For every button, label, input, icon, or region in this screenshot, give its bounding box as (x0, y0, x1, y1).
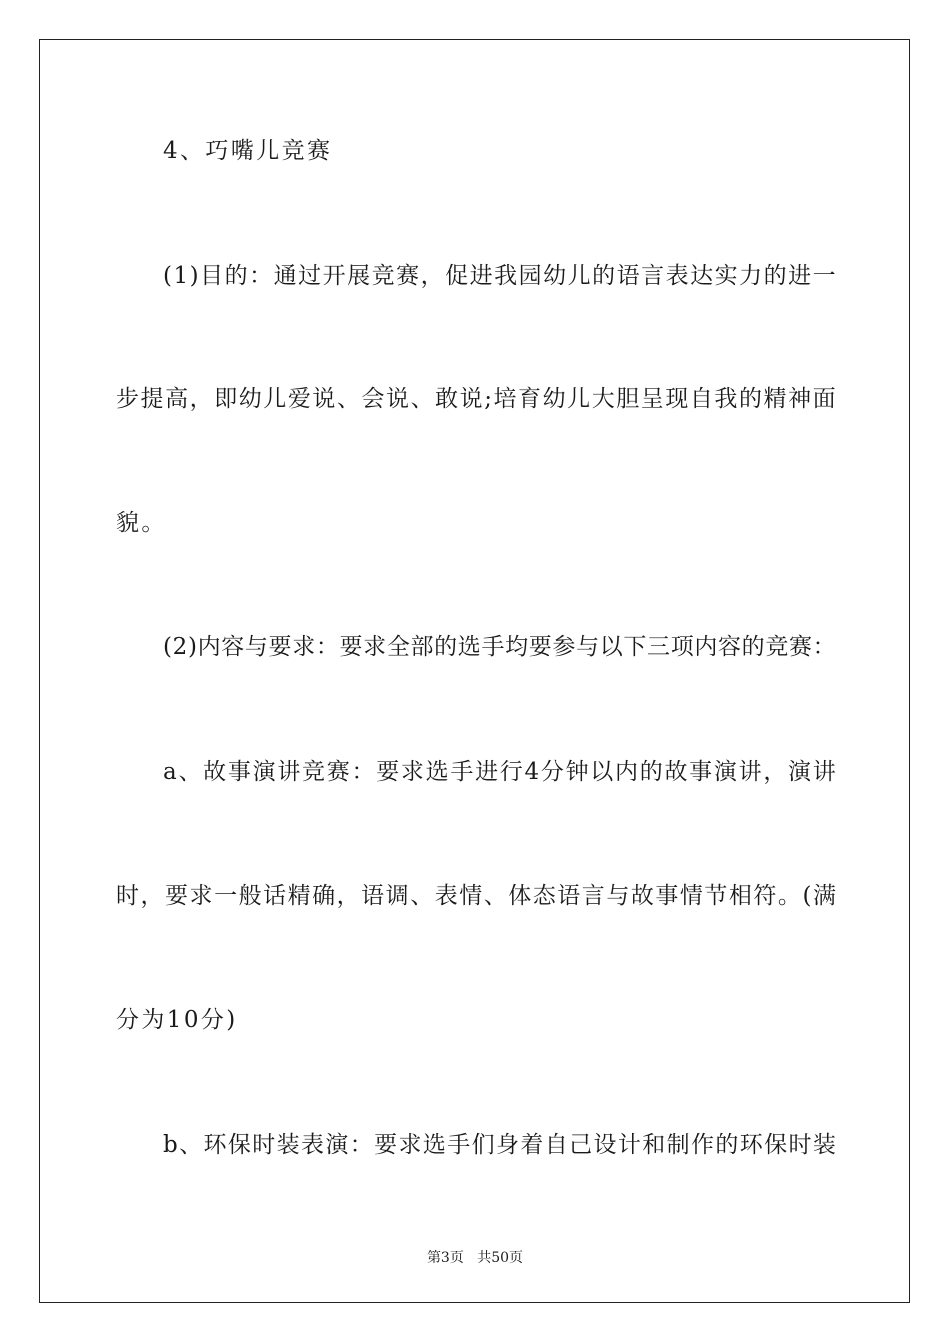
glyph: 分 (540, 759, 564, 785)
page-total: 共50页 (477, 1250, 524, 1266)
glyph: 演 (325, 1132, 349, 1158)
glyph: 胆 (616, 386, 640, 412)
glyph: 事 (655, 883, 679, 909)
glyph: 与 (606, 883, 630, 909)
glyph: 演 (788, 759, 812, 785)
glyph: 的 (738, 386, 762, 412)
glyph: 儿 (567, 263, 591, 289)
page-border (39, 39, 910, 1303)
glyph: 三 (647, 634, 671, 660)
glyph: 般 (238, 883, 262, 909)
glyph: ( (163, 263, 172, 289)
glyph: 、 (336, 386, 360, 412)
glyph: 呈 (640, 386, 664, 412)
glyph: 符 (753, 883, 777, 909)
glyph: 即 (214, 386, 238, 412)
glyph: 自 (689, 386, 713, 412)
glyph: 幼 (543, 263, 567, 289)
glyph: 赛 (788, 634, 812, 660)
glyph: 大 (591, 386, 615, 412)
glyph: 爱 (287, 386, 311, 412)
glyph: 幼 (542, 386, 566, 412)
glyph: ： (315, 634, 339, 660)
glyph: 满 (812, 883, 836, 909)
glyph: 、 (178, 759, 202, 785)
glyph: 故 (664, 759, 688, 785)
glyph: 手 (481, 634, 505, 660)
glyph: 力 (739, 263, 763, 289)
glyph: 保 (227, 1132, 251, 1158)
glyph: 语 (557, 883, 581, 909)
glyph: 情 (459, 883, 483, 909)
glyph: 要 (268, 634, 292, 660)
glyph: 情 (679, 883, 703, 909)
glyph: 演 (252, 759, 276, 785)
glyph: 求 (189, 883, 213, 909)
glyph: 装 (276, 1132, 300, 1158)
glyph: 参 (552, 634, 576, 660)
glyph: 进 (469, 263, 493, 289)
glyph: 进 (788, 263, 812, 289)
glyph: 言 (581, 883, 605, 909)
glyph: 身 (495, 1132, 519, 1158)
glyph: 时 (788, 1132, 812, 1158)
glyph: ： (349, 1132, 373, 1158)
glyph: 表 (665, 263, 689, 289)
glyph: ： (812, 634, 836, 660)
glyph: 讲 (277, 759, 301, 785)
glyph: 们 (471, 1132, 495, 1158)
glyph: 钟 (565, 759, 589, 785)
glyph: ) (189, 263, 199, 289)
glyph: 实 (714, 263, 738, 289)
glyph: 节 (704, 883, 728, 909)
glyph: 态 (532, 883, 556, 909)
glyph: 敢 (435, 386, 459, 412)
glyph: 、 (410, 883, 434, 909)
heading-line (163, 136, 883, 166)
glyph: 制 (666, 1132, 690, 1158)
glyph: 竞 (371, 263, 395, 289)
glyph: 、 (483, 883, 507, 909)
glyph: 作 (690, 1132, 714, 1158)
glyph: 说 (312, 386, 336, 412)
glyph: 设 (593, 1132, 617, 1158)
glyph: 表 (300, 1132, 324, 1158)
glyph: 育 (518, 386, 542, 412)
glyph: 事 (227, 759, 251, 785)
glyph: 要 (528, 634, 552, 660)
glyph: 计 (617, 1132, 641, 1158)
glyph: 求 (398, 1132, 422, 1158)
glyph: 环 (739, 1132, 763, 1158)
glyph: 我 (494, 263, 518, 289)
glyph: 均 (505, 634, 529, 660)
glyph: 全 (386, 634, 410, 660)
glyph: 演 (713, 759, 737, 785)
glyph: 讲 (738, 759, 762, 785)
glyph: 故 (630, 883, 654, 909)
glyph: 装 (812, 1132, 836, 1158)
glyph: 容 (718, 634, 742, 660)
glyph: 4 (524, 759, 540, 785)
glyph: 着 (520, 1132, 544, 1158)
glyph: 1 (173, 263, 189, 289)
glyph: 培 (493, 386, 517, 412)
glyph: ， (189, 386, 213, 412)
glyph: 精 (287, 883, 311, 909)
glyph: 的 (741, 634, 765, 660)
glyph: 表 (434, 883, 458, 909)
glyph: 内 (197, 634, 221, 660)
glyph: 自 (544, 1132, 568, 1158)
glyph: 要 (165, 883, 189, 909)
glyph: 手 (447, 1132, 471, 1158)
glyph: 选 (425, 759, 449, 785)
glyph: 达 (690, 263, 714, 289)
glyph: 求 (400, 759, 424, 785)
glyph: 的 (715, 1132, 739, 1158)
glyph: 要 (339, 634, 363, 660)
glyph: 促 (445, 263, 469, 289)
glyph: 故 (203, 759, 227, 785)
paragraph-line (116, 881, 836, 911)
paragraph-line (163, 261, 836, 291)
glyph: 的 (763, 263, 787, 289)
glyph: 言 (641, 263, 665, 289)
glyph: 讲 (812, 759, 836, 785)
glyph: 内 (615, 759, 639, 785)
glyph: 竞 (302, 759, 326, 785)
paragraph-line (116, 508, 836, 538)
glyph: 与 (576, 634, 600, 660)
glyph: 现 (665, 386, 689, 412)
glyph: 展 (347, 263, 371, 289)
glyph: 精 (763, 386, 787, 412)
glyph: 赛 (326, 759, 350, 785)
paragraph-line (116, 1005, 836, 1035)
glyph: ) (187, 634, 197, 660)
glyph: 手 (450, 759, 474, 785)
glyph: 儿 (263, 386, 287, 412)
glyph: 话 (263, 883, 287, 909)
glyph: 事 (689, 759, 713, 785)
glyph: 体 (508, 883, 532, 909)
paragraph-text: 分为10分) (116, 1007, 238, 1033)
page-number: 第3页 (426, 1250, 464, 1266)
glyph: 目 (200, 263, 224, 289)
glyph: 说 (386, 386, 410, 412)
glyph: 儿 (567, 386, 591, 412)
glyph: 的 (224, 263, 248, 289)
glyph: 会 (361, 386, 385, 412)
glyph: 确 (312, 883, 336, 909)
glyph: 的 (434, 634, 458, 660)
glyph: 提 (140, 386, 164, 412)
glyph: 求 (363, 634, 387, 660)
glyph: ; (484, 386, 492, 412)
glyph: 选 (422, 1132, 446, 1158)
paragraph-line (116, 384, 836, 414)
paragraph-line (163, 757, 836, 787)
glyph: 高 (165, 386, 189, 412)
glyph: 时 (116, 883, 139, 909)
glyph: 保 (764, 1132, 788, 1158)
glyph: 时 (252, 1132, 276, 1158)
glyph: 通 (273, 263, 297, 289)
glyph: 要 (374, 1132, 398, 1158)
glyph: 求 (292, 634, 316, 660)
glyph: 竞 (765, 634, 789, 660)
glyph: 部 (410, 634, 434, 660)
glyph: b (163, 1132, 178, 1158)
glyph: 园 (518, 263, 542, 289)
glyph: 调 (385, 883, 409, 909)
glyph: a (163, 759, 177, 785)
glyph: 和 (642, 1132, 666, 1158)
glyph: 进 (475, 759, 499, 785)
glyph: ， (336, 883, 360, 909)
glyph: ( (802, 883, 812, 909)
glyph: ， (763, 759, 787, 785)
page-footer (0, 1247, 950, 1267)
paragraph-text: 貌。 (116, 510, 167, 536)
glyph: 我 (714, 386, 738, 412)
glyph: 环 (203, 1132, 227, 1158)
glyph: 的 (592, 263, 616, 289)
glyph: 、 (179, 1132, 203, 1158)
glyph: 说 (459, 386, 483, 412)
glyph: 与 (244, 634, 268, 660)
glyph: 的 (639, 759, 663, 785)
glyph: 步 (116, 386, 139, 412)
heading-text: 4、巧嘴儿竞赛 (163, 138, 333, 164)
glyph: 开 (322, 263, 346, 289)
glyph: 下 (623, 634, 647, 660)
glyph: 语 (616, 263, 640, 289)
glyph: 相 (728, 883, 752, 909)
glyph: 以 (599, 634, 623, 660)
glyph: 行 (499, 759, 523, 785)
paragraph-line (163, 632, 836, 662)
glyph: ： (249, 263, 273, 289)
glyph: 要 (376, 759, 400, 785)
paragraph-line (163, 1130, 836, 1160)
glyph: 、 (410, 386, 434, 412)
glyph: 幼 (238, 386, 262, 412)
glyph: 选 (457, 634, 481, 660)
glyph: 神 (788, 386, 812, 412)
glyph: ( (163, 634, 172, 660)
glyph: 以 (590, 759, 614, 785)
glyph: 过 (298, 263, 322, 289)
glyph: 面 (812, 386, 836, 412)
glyph: 己 (569, 1132, 593, 1158)
glyph: 赛 (396, 263, 420, 289)
glyph: 一 (812, 263, 836, 289)
glyph: 容 (221, 634, 245, 660)
glyph: 语 (361, 883, 385, 909)
glyph: ： (351, 759, 375, 785)
glyph: 一 (214, 883, 238, 909)
glyph: 。 (777, 883, 801, 909)
glyph: 项 (670, 634, 694, 660)
glyph: 内 (694, 634, 718, 660)
glyph: ， (420, 263, 444, 289)
glyph: 2 (172, 634, 188, 660)
glyph: ， (140, 883, 164, 909)
